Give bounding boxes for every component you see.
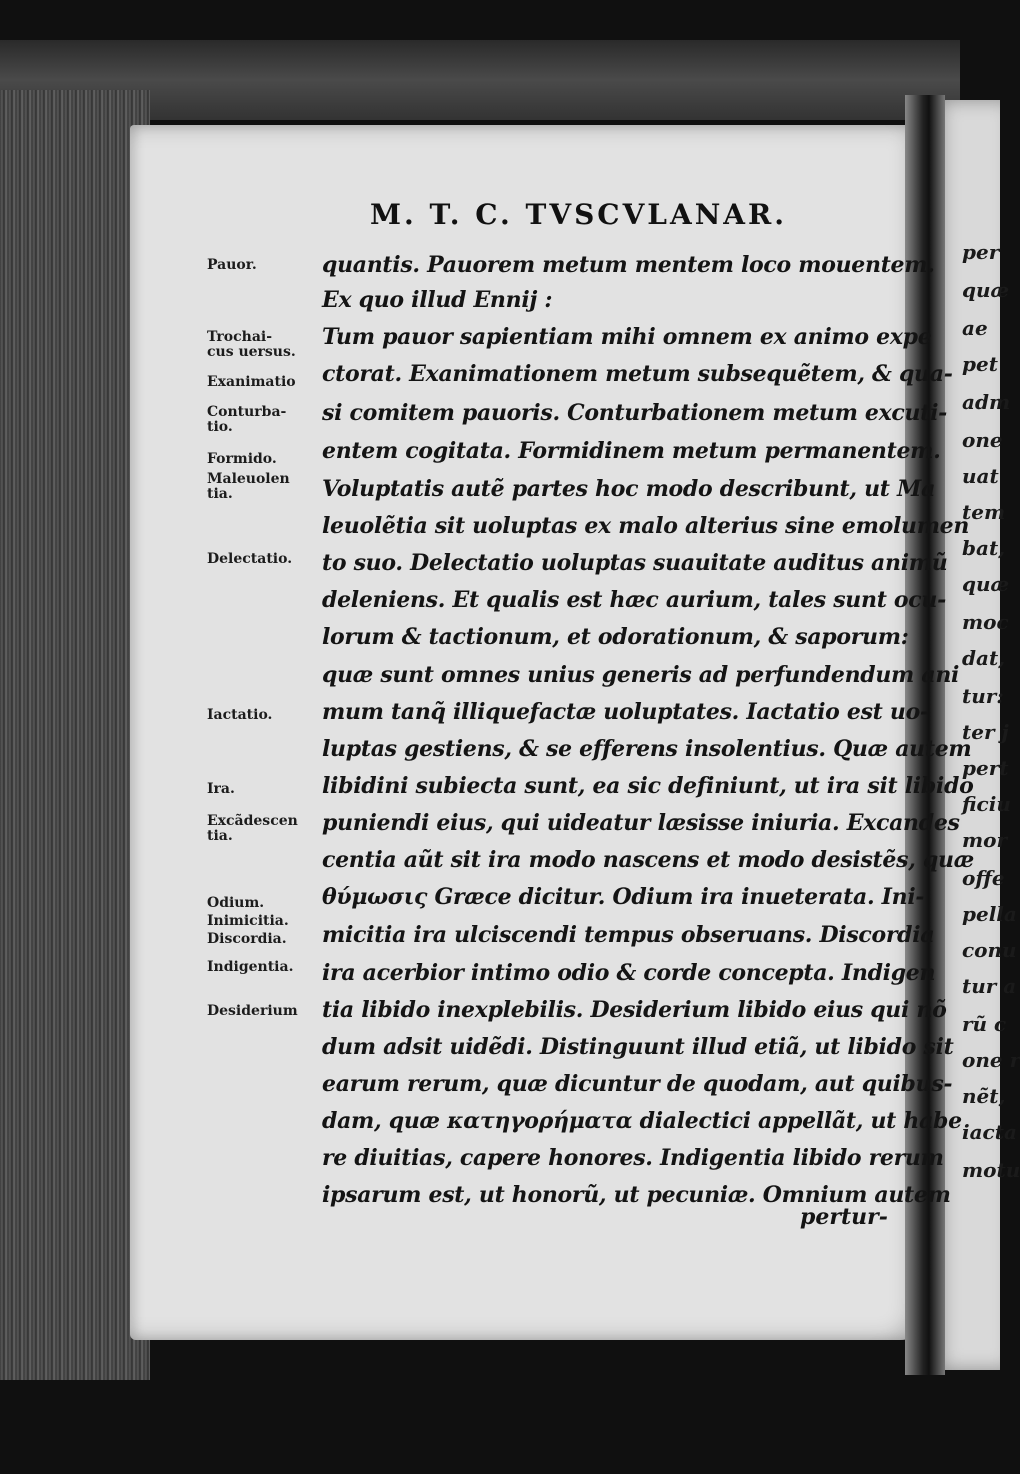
text-line: to suo. Delectatio uoluptas suauitate auditus animũ — [322, 550, 948, 576]
facing-text-fragment: motu — [962, 1158, 1020, 1182]
facing-text-fragment: ae — [962, 316, 988, 340]
facing-text-fragment: tem — [962, 500, 1006, 524]
book-fore-edge — [0, 90, 150, 1380]
marginal-note: Indigentia. — [207, 959, 294, 975]
text-line: puniendi eius, qui uideatur læsisse iniuria. Excandes — [322, 810, 960, 836]
text-line: ctorat. Exanimationem metum subsequẽtem, & qua- — [322, 361, 953, 387]
marginal-note: Odium. — [207, 895, 265, 911]
text-line: earum rerum, quæ dicuntur de quodam, aut quibus- — [322, 1071, 953, 1097]
marginal-note: Exanimatio — [207, 374, 296, 390]
marginal-note: Iactatio. — [207, 707, 273, 723]
text-line: ira acerbior intimo odio & corde concepta. Indigen — [322, 960, 936, 986]
text-line: Tum pauor sapientiam mihi omnem ex animo expe — [322, 324, 932, 350]
text-line: quantis. Pauorem metum mentem loco mouentem. — [322, 252, 935, 278]
text-line: tia libido inexplebilis. Desiderium libido eius qui nõ — [322, 997, 947, 1023]
text-line: mum tanq̃ illiquefactæ uoluptates. Iactatio est uo- — [322, 699, 929, 725]
facing-text-fragment: tur a — [962, 974, 1017, 998]
text-line: Ex quo illud Ennij : — [322, 287, 553, 313]
text-line: entem cogitata. Formidinem metum permanentem. — [322, 438, 941, 464]
marginal-note: Delectatio. — [207, 551, 293, 567]
text-line: libidini subiecta sunt, ea sic definiunt, ut ira sit libido — [322, 773, 974, 799]
facing-text-fragment: uat — [962, 464, 999, 488]
marginal-note: Inimicitia. — [207, 913, 289, 929]
marginal-note: Conturba- tio. — [207, 404, 287, 435]
facing-text-fragment: one r — [962, 1048, 1020, 1072]
marginal-note: Ira. — [207, 781, 235, 797]
facing-text-fragment: ter j — [962, 720, 1009, 744]
text-line: dum adsit uidẽdi. Distinguunt illud etiã, ut libido sit — [322, 1034, 954, 1060]
text-line: lorum & tactionum, et odorationum, & saporum: — [322, 624, 909, 650]
facing-text-fragment: mor — [962, 828, 1008, 852]
text-line: θύμωσις Græce dicitur. Odium ira inueterata. Ini- — [322, 884, 925, 910]
text-line: micitia ira ulciscendi tempus obseruans. Discordia — [322, 922, 935, 948]
facing-text-fragment: moc — [962, 610, 1009, 634]
catchword: pertur- — [800, 1204, 888, 1230]
text-line: deleniens. Et qualis est hæc aurium, tales sunt ocu- — [322, 587, 946, 613]
text-line: si comitem pauoris. Conturbationem metum excuti- — [322, 400, 947, 426]
facing-text-fragment: bat, — [962, 536, 1006, 560]
facing-text-fragment: offe — [962, 866, 1005, 890]
text-line: quæ sunt omnes unius generis ad perfundendum ani — [322, 662, 960, 688]
facing-text-fragment: quæ — [962, 572, 1010, 596]
facing-text-fragment: per — [962, 240, 1000, 264]
facing-text-fragment: tur: — [962, 684, 1004, 708]
text-line: centia aũt sit ira modo nascens et modo desistẽs, quæ — [322, 847, 974, 873]
text-line: leuolẽtia sit uoluptas ex malo alterius sine emolumen — [322, 513, 970, 539]
facing-text-fragment: iacta — [962, 1120, 1017, 1144]
facing-text-fragment: pella — [962, 902, 1017, 926]
facing-text-fragment: pet — [962, 352, 998, 376]
running-head: M. T. C. TVSCVLANAR. — [370, 198, 788, 231]
marginal-note: Trochai- cus uersus. — [207, 329, 296, 360]
marginal-note: Desiderium — [207, 1003, 298, 1019]
facing-text-fragment: one — [962, 428, 1003, 452]
text-line: Voluptatis autẽ partes hoc modo describunt, ut Ma — [322, 476, 936, 502]
text-line: dam, quæ κατηγορήματα dialectici appellãt, ut habe — [322, 1108, 962, 1134]
marginal-note: Excãdescen tia. — [207, 813, 298, 844]
marginal-note: Formido. — [207, 451, 277, 467]
marginal-note: Discordia. — [207, 931, 287, 947]
facing-text-fragment: ficiu — [962, 792, 1011, 816]
marginal-note: Pauor. — [207, 257, 257, 273]
text-line: ipsarum est, ut honorũ, ut pecuniæ. Omnium autem — [322, 1182, 951, 1208]
facing-text-fragment: conu — [962, 938, 1017, 962]
text-line: luptas gestiens, & se efferens insolentius. Quæ autem — [322, 736, 972, 762]
facing-text-fragment: pert — [962, 756, 1009, 780]
facing-text-fragment: dat, — [962, 646, 1006, 670]
text-line: re diuitias, capere honores. Indigentia libido rerum — [322, 1145, 944, 1171]
facing-text-fragment: rũ c — [962, 1012, 1007, 1036]
marginal-note: Maleuolen tia. — [207, 471, 290, 502]
facing-text-fragment: quæ — [962, 278, 1010, 302]
facing-text-fragment: nẽt, — [962, 1084, 1006, 1108]
facing-text-fragment: adm — [962, 390, 1011, 414]
